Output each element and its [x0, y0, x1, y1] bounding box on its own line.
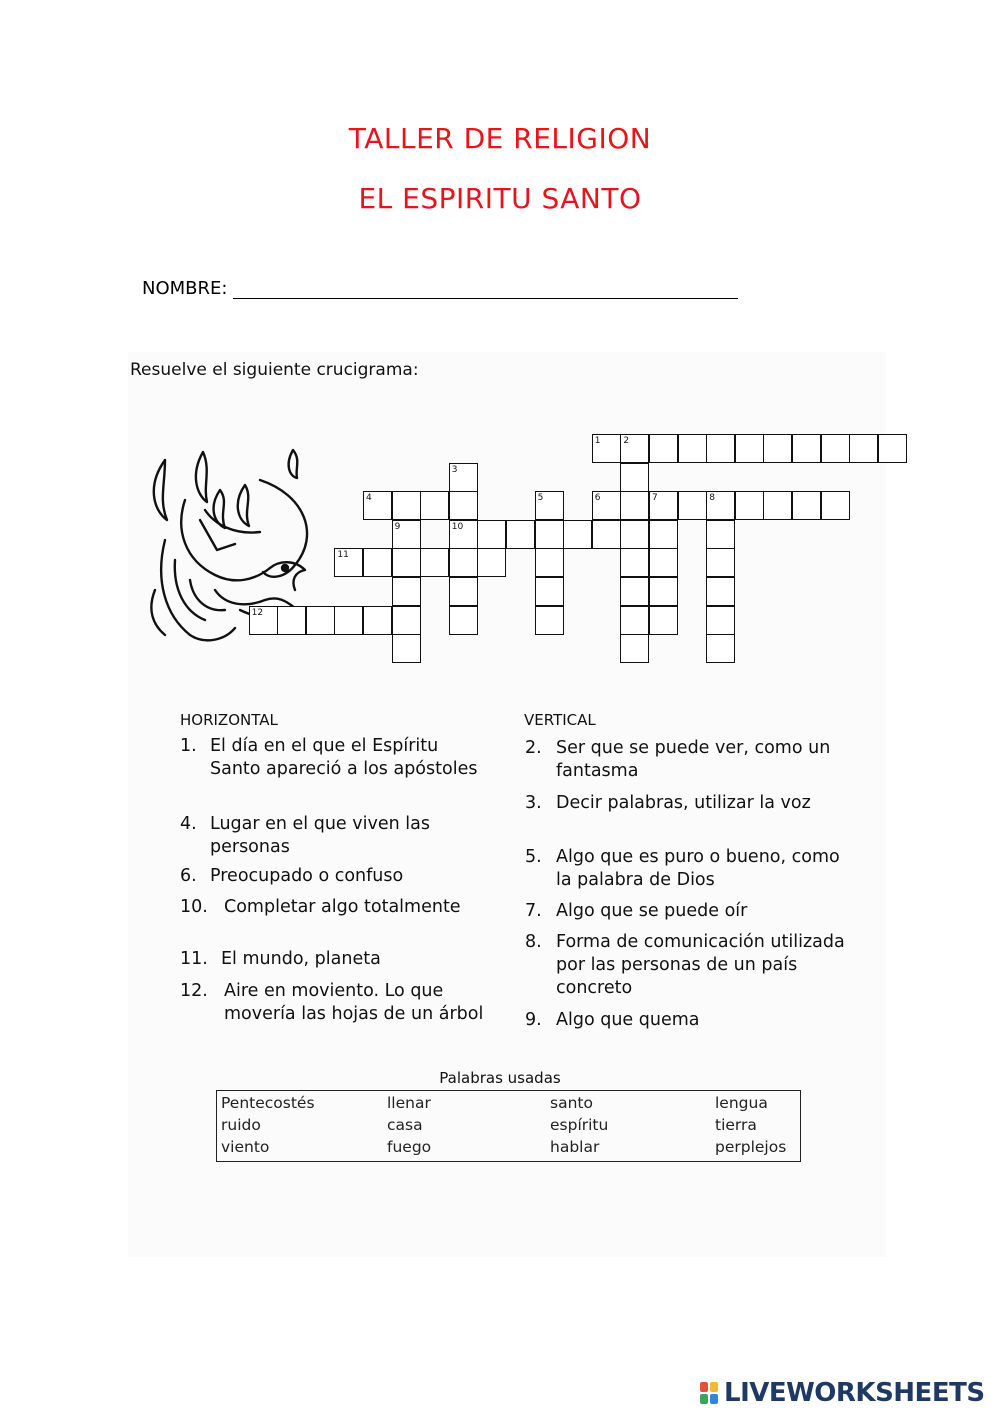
clue-vertical-9 [525, 1009, 845, 1032]
crossword-cell[interactable] [620, 577, 649, 606]
worksheet-subtitle: EL ESPIRITU SANTO [358, 182, 642, 215]
clue-number: 7. [525, 901, 542, 921]
word-bank-word: santo [550, 1094, 593, 1112]
clue-text: Algo que se puede oír [556, 901, 748, 921]
clue-number: 5. [525, 847, 542, 867]
clue-number: 10. [180, 897, 208, 917]
clue-horizontal-6 [180, 865, 490, 888]
crossword-clue-number: 8 [709, 493, 715, 504]
crossword-cell[interactable] [792, 491, 821, 520]
crossword-cell[interactable] [849, 434, 878, 463]
word-bank-word: lengua [715, 1094, 768, 1112]
clue-horizontal-12 [180, 980, 490, 1026]
clue-vertical-2 [525, 737, 845, 783]
clue-vertical-7 [525, 900, 845, 923]
crossword-clue-number: 2 [623, 436, 630, 446]
word-bank-word: casa [387, 1116, 423, 1134]
crossword-cell[interactable] [535, 606, 564, 635]
clue-text: Lugar en el que viven las personas [210, 814, 430, 857]
crossword-cell[interactable] [392, 606, 421, 635]
crossword-cell[interactable] [334, 606, 363, 635]
crossword-cell[interactable] [392, 577, 421, 606]
worksheet-title: TALLER DE RELIGION [348, 122, 652, 155]
crossword-cell[interactable] [420, 548, 449, 577]
word-bank-word: espíritu [550, 1116, 609, 1134]
instruction-text: Resuelve el siguiente crucigrama: [130, 360, 419, 380]
crossword-cell[interactable] [821, 434, 850, 463]
word-bank-word: perplejos [715, 1138, 787, 1156]
clue-vertical-8 [525, 931, 845, 1000]
clue-text: El día en el que el Espíritu Santo apareció a los apóstoles [210, 736, 478, 779]
clue-text: Decir palabras, utilizar la voz [556, 793, 811, 813]
crossword-cell[interactable] [449, 577, 478, 606]
crossword-cell[interactable] [506, 520, 535, 549]
clue-vertical-3 [525, 792, 855, 815]
crossword-cell[interactable] [821, 491, 850, 520]
crossword-cell[interactable] [878, 434, 907, 463]
clue-number: 6. [180, 866, 197, 886]
crossword-cell[interactable] [420, 491, 449, 520]
crossword-cell[interactable] [277, 606, 306, 635]
crossword-cell[interactable] [449, 491, 478, 520]
clue-horizontal-10 [180, 896, 500, 919]
crossword-clue-number: 9 [394, 521, 401, 532]
name-field-row [142, 278, 738, 299]
crossword-cell[interactable] [706, 520, 735, 549]
crossword-clue-number: 6 [594, 493, 601, 504]
crossword-clue-number: 3 [451, 464, 458, 475]
crossword-cell[interactable] [620, 463, 649, 492]
clue-text: Algo que es puro o bueno, como la palabra de Dios [556, 847, 840, 890]
crossword-cell[interactable] [306, 606, 335, 635]
crossword-cell[interactable] [620, 548, 649, 577]
clue-number: 4. [180, 814, 197, 834]
crossword-cell[interactable] [649, 606, 678, 635]
crossword-cell[interactable] [706, 434, 735, 463]
crossword-cell[interactable] [706, 606, 735, 635]
crossword-clue-number: 10 [451, 521, 464, 532]
crossword-cell[interactable] [706, 577, 735, 606]
crossword-cell[interactable] [535, 520, 564, 549]
name-label: NOMBRE: [142, 278, 228, 299]
clue-horizontal-1 [180, 735, 490, 781]
crossword-cell[interactable] [620, 606, 649, 635]
clue-number: 1. [180, 736, 197, 756]
clue-vertical-5 [525, 846, 845, 892]
clue-number: 9. [525, 1010, 542, 1030]
clue-number: 12. [180, 981, 208, 1001]
crossword-cell[interactable] [678, 491, 707, 520]
clue-number: 8. [525, 932, 542, 952]
clue-number: 3. [525, 793, 542, 813]
crossword-cell[interactable] [477, 548, 506, 577]
word-bank-word: fuego [387, 1138, 432, 1156]
crossword-cell[interactable] [392, 491, 421, 520]
clue-horizontal-4 [180, 813, 490, 859]
crossword-cell[interactable] [392, 634, 421, 663]
crossword-cell[interactable] [363, 606, 392, 635]
name-input-line[interactable] [233, 278, 738, 299]
crossword-cell[interactable] [706, 634, 735, 663]
crossword-cell[interactable] [735, 491, 764, 520]
crossword-cell[interactable] [620, 520, 649, 549]
crossword-cell[interactable] [763, 434, 792, 463]
crossword-cell[interactable] [620, 491, 649, 520]
vertical-heading: VERTICAL [524, 711, 596, 729]
crossword-clue-number: 7 [652, 493, 658, 504]
clue-text: Ser que se puede ver, como un fantasma [556, 738, 831, 781]
crossword-cell[interactable] [735, 434, 764, 463]
crossword-cell[interactable] [535, 548, 564, 577]
crossword-cell[interactable] [392, 548, 421, 577]
clue-text: Aire en moviento. Lo que movería las hojas de un árbol [224, 981, 484, 1024]
crossword-cell[interactable] [649, 548, 678, 577]
word-bank-word: Pentecostés [221, 1094, 315, 1112]
liveworksheets-mark-icon [700, 1382, 718, 1404]
clue-number: 2. [525, 738, 542, 758]
crossword-cell[interactable] [449, 548, 478, 577]
crossword-cell[interactable] [563, 520, 592, 549]
clue-horizontal-11 [180, 948, 490, 971]
crossword-cell[interactable] [649, 520, 678, 549]
word-bank-title: Palabras usadas [439, 1069, 561, 1087]
crossword-clue-number: 12 [251, 607, 264, 618]
crossword-clue-number: 1 [594, 436, 601, 446]
crossword-cell[interactable] [477, 520, 506, 549]
clue-text: Forma de comunicación utilizada por las personas de un país concreto [556, 932, 845, 998]
crossword-cell[interactable] [649, 577, 678, 606]
brand-name: LIVEWORKSHEETS [724, 1378, 985, 1408]
crossword-cell[interactable] [449, 606, 478, 635]
word-bank-word: hablar [550, 1138, 600, 1156]
crossword-cell[interactable] [763, 491, 792, 520]
crossword-clue-number: 4 [366, 493, 372, 504]
word-bank-table [216, 1090, 801, 1162]
word-bank-word: llenar [387, 1094, 431, 1112]
crossword-clue-number: 11 [337, 550, 349, 561]
clue-text: El mundo, planeta [221, 949, 381, 969]
clue-text: Algo que quema [556, 1010, 700, 1030]
crossword-cell[interactable] [678, 434, 707, 463]
crossword-cell[interactable] [620, 634, 649, 663]
clue-text: Preocupado o confuso [210, 866, 404, 886]
crossword-cell[interactable] [649, 434, 678, 463]
word-bank-word: viento [221, 1138, 270, 1156]
crossword-cell[interactable] [535, 577, 564, 606]
clue-number: 11. [180, 949, 208, 969]
clue-text: Completar algo totalmente [224, 897, 461, 917]
liveworksheets-logo [700, 1378, 985, 1408]
crossword-clue-number: 5 [537, 493, 544, 504]
horizontal-heading: HORIZONTAL [180, 711, 278, 729]
crossword-cell[interactable] [363, 548, 392, 577]
crossword-cell[interactable] [592, 520, 621, 549]
word-bank-word: tierra [715, 1116, 757, 1134]
crossword-cell[interactable] [706, 548, 735, 577]
crossword-cell[interactable] [792, 434, 821, 463]
word-bank-word: ruido [221, 1116, 261, 1134]
